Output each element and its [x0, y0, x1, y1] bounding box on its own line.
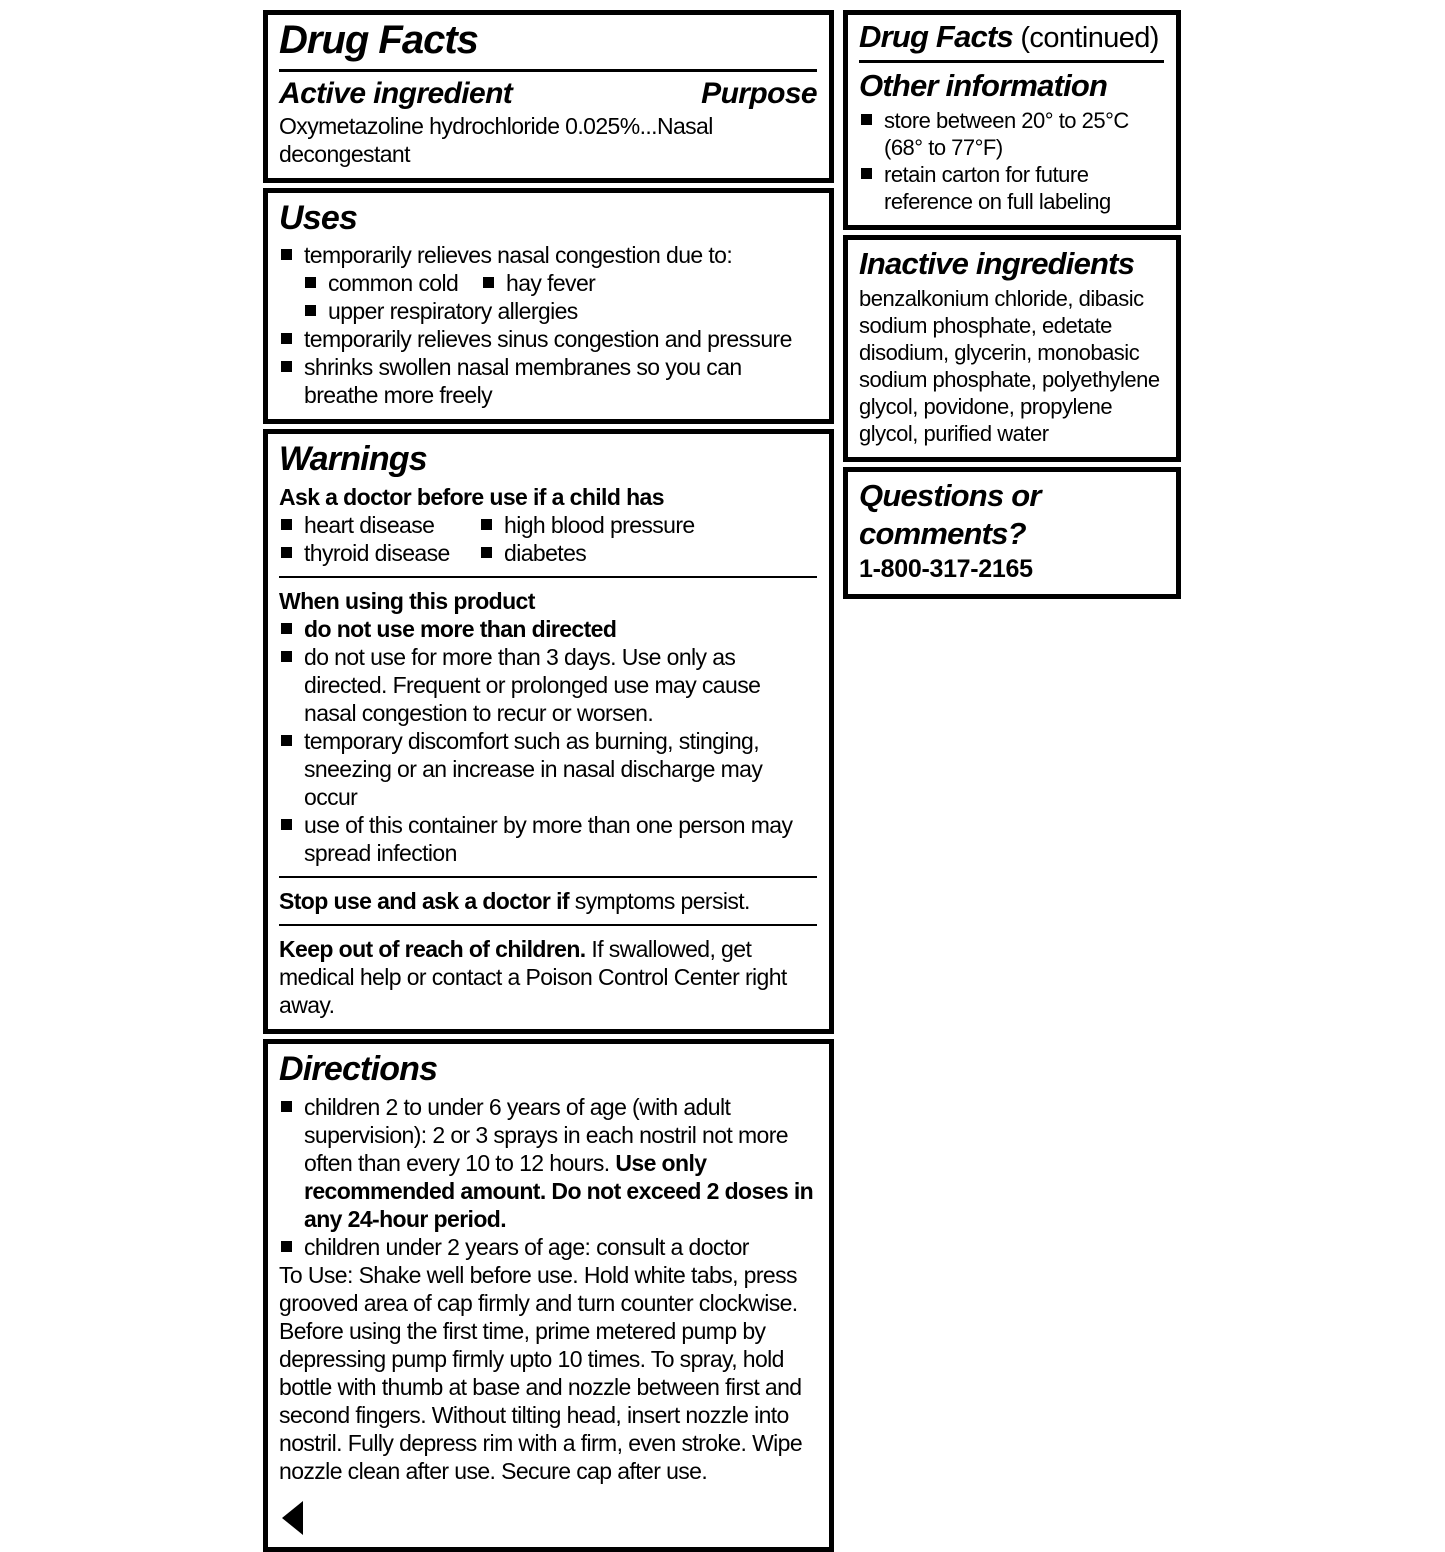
when-using-bullet-2: do not use for more than 3 days. Use only as directed. Frequent or prolonged use may cause nasal congestion to recur or worsen. [279, 643, 817, 727]
when-using-bullet-3: temporary discomfort such as burning, stinging, sneezing or an increase in nasal discharge may occur [279, 727, 817, 811]
uses-sub-bullet-hay-fever: hay fever [481, 269, 595, 297]
other-information-heading: Other information [859, 68, 1108, 103]
bullet-square-icon [305, 277, 316, 288]
uses-bullet-2: temporarily relieves sinus congestion and pressure [279, 325, 817, 353]
bullet-square-icon [483, 277, 494, 288]
title-rule [859, 60, 1164, 63]
directions-heading: Directions [279, 1050, 438, 1089]
uses-heading: Uses [279, 198, 358, 237]
bullet-square-icon [281, 735, 292, 746]
other-information-box [843, 10, 1181, 230]
active-ingredient-line: Oxymetazoline hydrochloride 0.025%...Nasal decongestant [279, 112, 713, 167]
directions-bullet-2: children under 2 years of age: consult a doctor [279, 1233, 817, 1261]
condition-thyroid-disease: thyroid disease [279, 539, 479, 567]
phone-number: 1-800-317-2165 [859, 554, 1033, 583]
drug-facts-panel-left [263, 10, 834, 1552]
inactive-ingredients-text: benzalkonium chloride, dibasic sodium phosphate, edetate disodium, glycerin, monobasic sodium phosphate, polyethylene glycol, povidone, propylene glycol, purified water [859, 286, 1160, 447]
active-ingredient-heading: Active ingredient [279, 77, 513, 111]
inactive-ingredients-heading: Inactive ingredients [859, 246, 1135, 282]
drug-facts-panel-right [843, 10, 1181, 599]
purpose-heading: Purpose [701, 77, 817, 111]
condition-high-blood-pressure: high blood pressure [479, 511, 817, 539]
other-info-bullet-2: retain carton for future reference on full labeling [859, 161, 1164, 215]
questions-heading: Questions or comments? [859, 478, 1041, 551]
to-use-paragraph: To Use: Shake well before use. Hold white tabs, press grooved area of cap firmly and turn counter clockwise. Before using the first time, prime metered pump by depressing pump firmly upto 10 times. To spray, hold bottle with thumb at base and nozzle between first and second fingers. Without tilting head, insert nozzle into nostril. Fully depress rim with a firm, even stroke. Wipe nozzle clean after use. Secure cap after use. [279, 1262, 803, 1485]
directions-box [263, 1039, 834, 1552]
bullet-square-icon [281, 547, 292, 558]
condition-heart-disease: heart disease [279, 511, 479, 539]
other-info-bullet-1: store between 20° to 25°C (68° to 77°F) [859, 107, 1164, 161]
bullet-square-icon [281, 519, 292, 530]
bullet-square-icon [281, 1101, 292, 1112]
warnings-box [263, 429, 834, 1034]
section-divider [279, 924, 817, 926]
when-using-heading: When using this product [279, 588, 535, 615]
warnings-heading: Warnings [279, 440, 427, 479]
drug-facts-continued-title: Drug Facts (continued) [859, 19, 1159, 54]
uses-bullet-3: shrinks swollen nasal membranes so you can breathe more freely [279, 353, 817, 409]
bullet-square-icon [281, 1241, 292, 1252]
stop-use-statement: Stop use and ask a doctor if symptoms persist. [279, 888, 750, 915]
drug-facts-title: Drug Facts [279, 18, 478, 62]
when-using-bullet-1: do not use more than directed [279, 615, 817, 643]
inactive-ingredients-box [843, 235, 1181, 462]
bullet-square-icon [281, 819, 292, 830]
section-divider [279, 876, 817, 878]
active-ingredient-header-row [279, 77, 817, 112]
bullet-square-icon [281, 333, 292, 344]
label-wrap-arrow-icon [282, 1501, 303, 1535]
bullet-square-icon [281, 361, 292, 372]
bullet-square-icon [861, 114, 872, 125]
uses-box [263, 188, 834, 425]
title-rule [279, 69, 817, 72]
ask-doctor-heading: Ask a doctor before use if a child has [279, 484, 664, 511]
condition-diabetes: diabetes [479, 539, 817, 567]
bullet-square-icon [481, 547, 492, 558]
active-ingredient-box [263, 10, 834, 183]
uses-sub-bullets-row [303, 269, 817, 297]
bullet-square-icon [481, 519, 492, 530]
questions-box [843, 467, 1181, 598]
uses-bullet-1: temporarily relieves nasal congestion due to: [279, 241, 817, 269]
bullet-square-icon [305, 305, 316, 316]
bullet-square-icon [281, 651, 292, 662]
keep-out-of-reach-statement: Keep out of reach of children. If swallowed, get medical help or contact a Poison Control Center right away. [279, 936, 787, 1019]
bullet-square-icon [281, 249, 292, 260]
uses-sub-bullet-allergies: upper respiratory allergies [303, 297, 817, 325]
directions-bullet-1: children 2 to under 6 years of age (with adult supervision): 2 or 3 sprays in each nostril not more often than every 10 to 12 hours. Use only recommended amount. Do not exceed 2 doses in any 24-hour period. [279, 1093, 817, 1233]
section-divider [279, 576, 817, 578]
bullet-square-icon [861, 168, 872, 179]
bullet-square-icon [281, 623, 292, 634]
uses-sub-bullet-common-cold: common cold [303, 269, 481, 297]
when-using-bullet-4: use of this container by more than one person may spread infection [279, 811, 817, 867]
conditions-list [279, 511, 817, 567]
